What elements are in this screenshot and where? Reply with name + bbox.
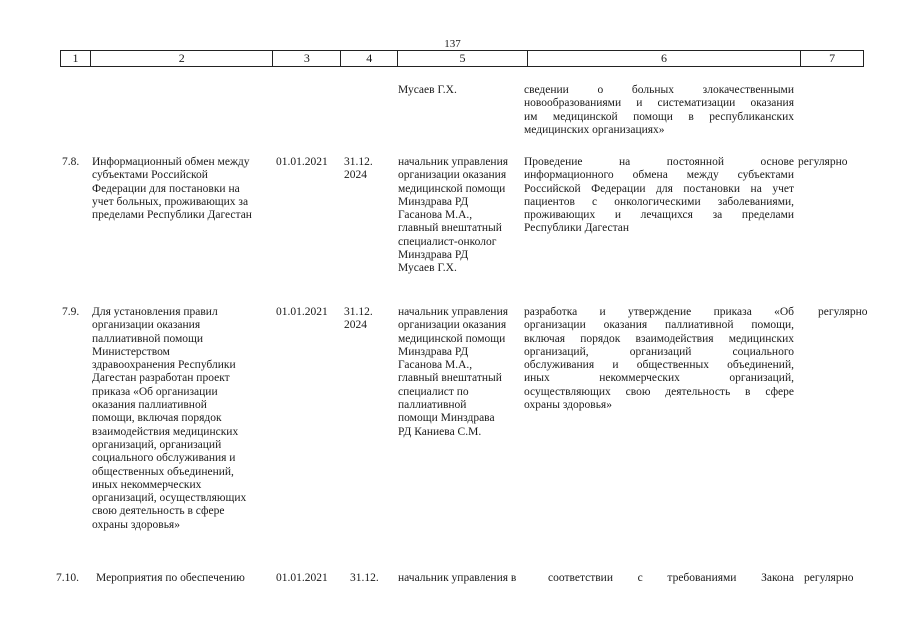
text-line: охраны здоровья» xyxy=(524,399,612,412)
text-line: учет больных, проживающих за xyxy=(92,195,249,208)
header-col-3: 3 xyxy=(273,51,341,66)
text-line: иных некоммерческих xyxy=(92,478,202,491)
text-line: организации оказания xyxy=(398,319,507,332)
text-line: общественных объединений, xyxy=(92,465,234,478)
header-col-4: 4 xyxy=(341,51,398,66)
text-line: Министерством xyxy=(92,345,170,358)
text-line: организации оказания xyxy=(92,319,201,332)
text-line: Мусаев Г.Х. xyxy=(398,262,457,275)
end-date xyxy=(350,572,396,585)
text-line: сведении о больных злокачественными xyxy=(524,84,794,96)
text-line: главный внештатный xyxy=(398,222,502,235)
text-line: информационного обмена между субъектами xyxy=(524,169,794,182)
text-line: организаций, осуществляющих xyxy=(92,492,247,505)
text-line: организации оказания паллиативной помощи, xyxy=(524,319,794,332)
text-line: пределами Республики Дагестан xyxy=(92,209,252,222)
text-line: им медицинской помощи в республиканских xyxy=(524,110,794,123)
text-line: социального обслуживания и xyxy=(92,452,236,465)
column-number-header xyxy=(60,50,864,67)
continued-responsible: Мусаев Г.Х. xyxy=(398,84,457,96)
text-line: Информационный обмен между xyxy=(92,156,250,168)
text-line: здравоохранения Республики xyxy=(92,359,236,372)
text-line: Российской Федерации для постановки на учет xyxy=(524,182,794,195)
text-line: медицинских организациях» xyxy=(524,123,665,136)
text-line: паллиативной xyxy=(398,399,467,412)
description xyxy=(524,156,794,236)
text-line: паллиативной помощи xyxy=(92,332,204,345)
description xyxy=(548,572,794,585)
responsible xyxy=(398,156,523,276)
text-line: 2024 xyxy=(344,319,367,332)
header-col-5: 5 xyxy=(398,51,528,66)
text-line: разработка и утверждение приказа «Об xyxy=(524,306,794,318)
frequency: регулярно xyxy=(818,306,868,318)
row-number: 7.8. xyxy=(62,156,80,168)
frequency: регулярно xyxy=(798,156,848,168)
text-line: Дагестан разработан проект xyxy=(92,372,230,385)
start-date: 01.01.2021 xyxy=(276,306,328,318)
text-line: осуществляющих свою деятельность в сфере xyxy=(524,385,794,398)
text-line: Гасанова М.А., xyxy=(398,359,473,372)
text-line: субъектами Российской xyxy=(92,169,208,182)
text-line: Федерации для постановки на xyxy=(92,182,240,195)
text-line: Для установления правил xyxy=(92,306,218,318)
text-line: иных некоммерческих организаций, xyxy=(524,372,794,385)
text-line: оказания паллиативной xyxy=(92,399,207,412)
row-number: 7.9. xyxy=(62,306,80,318)
frequency: регулярно xyxy=(804,572,854,584)
header-col-7: 7 xyxy=(829,51,836,65)
text-line: Проведение на постоянной основе xyxy=(524,156,794,168)
text-line: помощи Минздрава xyxy=(398,412,495,425)
text-line: начальник управления xyxy=(398,306,509,318)
text-line: 31.12. xyxy=(344,156,373,168)
responsible xyxy=(398,572,538,585)
text-line: организаций, организаций xyxy=(92,438,222,451)
text-line: Гасанова М.А., xyxy=(398,209,473,222)
text-line: 31.12. xyxy=(350,572,379,584)
end-date xyxy=(344,156,396,183)
page-number: 137 xyxy=(444,38,461,50)
row-name xyxy=(92,306,274,532)
continued-description xyxy=(524,84,794,137)
start-date: 01.01.2021 xyxy=(276,156,328,168)
start-date: 01.01.2021 xyxy=(276,572,328,584)
responsible xyxy=(398,306,523,439)
text-line: 2024 xyxy=(344,169,367,182)
text-line: главный внештатный xyxy=(398,372,502,385)
text-line: свою деятельность в сфере xyxy=(92,505,225,518)
text-line: специалист по xyxy=(398,385,469,398)
text-line: медицинской помощи xyxy=(398,332,506,345)
row-number: 7.10. xyxy=(56,572,79,584)
text-line: соответствии с требованиями Закона xyxy=(548,572,794,584)
text-line: охраны здоровья» xyxy=(92,518,180,531)
text-line: Минздрава РД xyxy=(398,345,469,358)
header-col-6: 6 xyxy=(528,51,801,66)
text-line: новообразованиями и систематизации оказания xyxy=(524,97,794,110)
text-line: помощи, включая порядок xyxy=(92,412,222,425)
description xyxy=(524,306,794,412)
text-line: начальник управления xyxy=(398,156,509,168)
text-line: Минздрава РД xyxy=(398,195,469,208)
text-line: организаций, организаций социального xyxy=(524,345,794,358)
text-line: Минздрава РД xyxy=(398,249,469,262)
text-line: Республики Дагестан xyxy=(524,222,629,235)
text-line: обслуживания и общественных объединений, xyxy=(524,359,794,372)
end-date xyxy=(344,306,396,333)
text-line: взаимодействия медицинских xyxy=(92,425,239,438)
text-line: РД Каниева С.М. xyxy=(398,425,482,438)
text-line: организации оказания xyxy=(398,169,507,182)
text-line: медицинской помощи xyxy=(398,182,506,195)
row-name xyxy=(96,572,274,585)
header-col-2: 2 xyxy=(91,51,274,66)
text-line: приказа «Об организации xyxy=(92,385,218,398)
text-line: специалист-онколог xyxy=(398,235,497,248)
text-line: включая порядок взаимодействия медицинских xyxy=(524,332,794,345)
text-line: проживающих и лечащихся за пределами xyxy=(524,209,794,222)
text-line: начальник управления в xyxy=(398,572,517,584)
row-name xyxy=(92,156,274,222)
header-col-1: 1 xyxy=(61,51,91,66)
text-line: 31.12. xyxy=(344,306,373,318)
text-line: Мероприятия по обеспечению xyxy=(96,572,245,584)
text-line: пациентов с онкологическими заболеваниями, xyxy=(524,195,794,208)
